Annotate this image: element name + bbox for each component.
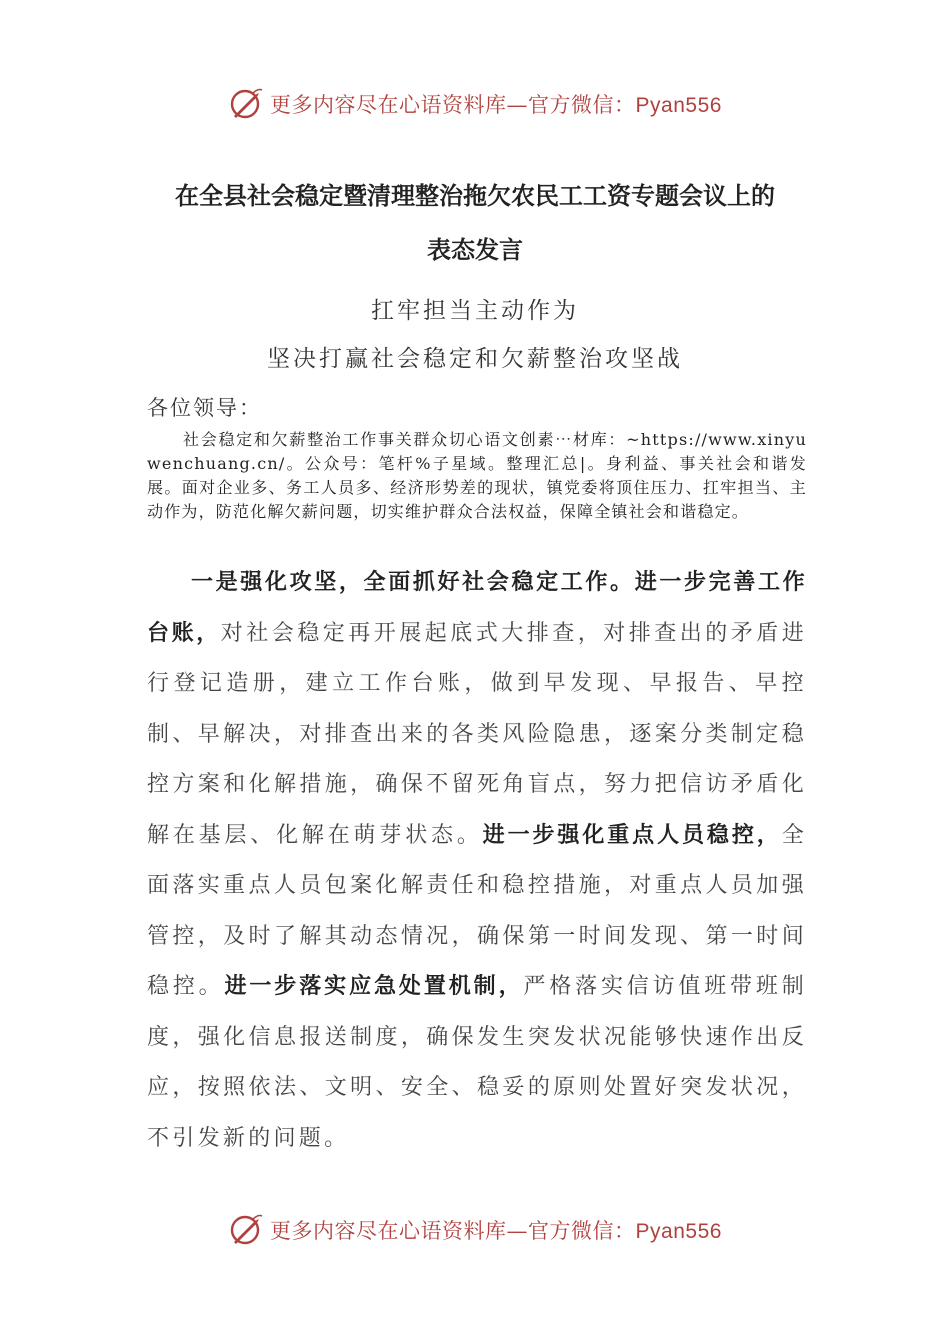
pen-logo-icon [228,1212,264,1248]
point-2-title: 进一步强化重点人员稳控， [482,822,782,848]
header-banner [0,80,950,128]
salutation: 各位领导： [147,396,262,420]
banner-account: Pyan556 [635,1220,722,1243]
title-line-1: 在全县社会稳定暨清理整治拖欠农民工工资专题会议上的 [175,182,775,210]
point-3-title: 进一步落实应急处置机制， [224,974,524,999]
point-1-text: 对社会稳定再开展起底式大排查，对排查出的矛盾进行登记造册，建立工作台账，做到早发现、早报告、早控制、早解决，对排查出来的各类风险隐患，逐案分类制定稳控方案和化解措施，确保不留死角盲点，努力把信访矛盾化解在基层、化解在萌芽状态。 [147,620,808,848]
section-1-paragraph [147,558,807,1164]
banner-account: Pyan556 [635,94,722,117]
banner-text: 更多内容尽在心语资料库—官方微信：Pyan556 [270,93,722,117]
pen-logo-icon [228,86,264,122]
intro-paragraph: 社会稳定和欠薪整治工作事关群众切心语文创素⋯材库：~https://www.xinyuwenchuang.cn/。公众号：笔杆%子星域。整理汇总|。身利益、事关社会和谐发展。面对企业多、务工人员多、经济形势差的现状，镇党委将顶住压力、扛牢担当、主动作为，防范化解欠薪问题，切实维护群众合法权益，保障全镇社会和谐稳定。 [147,430,807,521]
point-1-title: 进一步完善工作台账， [147,570,807,646]
title-line-2: 表态发言 [427,236,523,264]
footer-banner [0,1206,950,1254]
point-2-text: 全面落实重点人员包案化解责任和稳控措施，对重点人员加强管控，及时了解其动态情况，确保第一时间发现、第一时间稳控。 [147,822,807,999]
subtitle-line-1: 扛牢担当主动作为 [371,298,579,324]
section-1-heading: 一是强化攻坚，全面抓好社会稳定工作。 [191,570,635,595]
banner-text: 更多内容尽在心语资料库—官方微信：Pyan556 [270,1219,722,1243]
subtitle-line-2: 坚决打赢社会稳定和欠薪整治攻坚战 [267,346,683,372]
point-3-text: 严格落实信访值班带班制度，强化信息报送制度，确保发生突发状况能够快速作出反应，按照依法、文明、安全、稳妥的原则处置好突发状况，不引发新的问题。 [147,974,807,1151]
